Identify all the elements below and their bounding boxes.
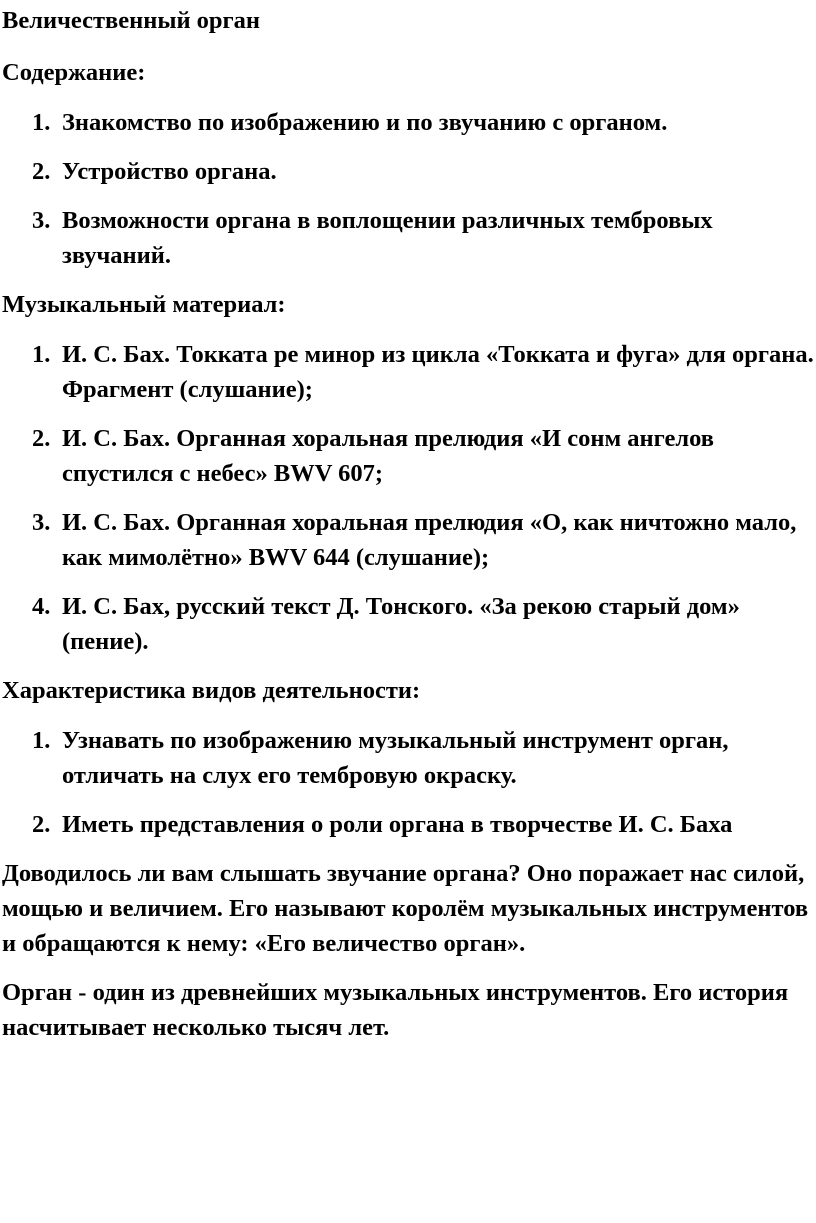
list-item-text: Иметь представления о роли органа в творчестве И. С. Баха	[62, 811, 733, 838]
paragraph: Доводилось ли вам слышать звучание органа? Оно поражает нас силой, мощью и величием. Его называют королём музыкальных инструментов и обращаются к нему: «Его величество орган».	[2, 860, 809, 957]
list-item	[2, 589, 814, 659]
contents-heading: Содержание:	[2, 59, 146, 86]
list-number: 2.	[32, 158, 51, 185]
list-item	[2, 421, 814, 491]
paragraph: Орган - один из древнейших музыкальных инструментов. Его история насчитывает несколько тысяч лет.	[2, 979, 789, 1041]
list-item-text: И. С. Бах. Органная хоральная прелюдия «О, как ничтожно мало, как мимолётно» BWV 644 (слушание);	[62, 509, 797, 571]
list-item-text: Устройство органа.	[62, 158, 277, 185]
activities-list	[2, 723, 814, 842]
music-heading: Музыкальный материал:	[2, 291, 286, 318]
list-item	[2, 505, 814, 575]
list-item-text: И. С. Бах. Токката ре минор из цикла «Токката и фуга» для органа. Фрагмент (слушание);	[62, 341, 814, 403]
list-item-text: Возможности органа в воплощении различных тембровых звучаний.	[62, 207, 713, 269]
document-title: Величественный орган	[2, 7, 261, 34]
list-number: 4.	[32, 593, 51, 620]
list-number: 1.	[32, 727, 51, 754]
list-number: 2.	[32, 811, 51, 838]
list-number: 1.	[32, 109, 51, 136]
music-list	[2, 337, 814, 659]
list-item	[2, 105, 814, 140]
list-item	[2, 203, 814, 273]
activities-heading: Характеристика видов деятельности:	[2, 677, 421, 704]
list-number: 2.	[32, 425, 51, 452]
list-item	[2, 154, 814, 189]
list-number: 1.	[32, 341, 51, 368]
contents-list	[2, 105, 814, 273]
list-item	[2, 807, 814, 842]
list-item-text: Узнавать по изображению музыкальный инструмент орган, отличать на слух его тембровую окраску.	[62, 727, 729, 789]
list-item-text: И. С. Бах, русский текст Д. Тонского. «За рекою старый дом» (пение).	[62, 593, 740, 655]
list-item-text: И. С. Бах. Органная хоральная прелюдия «И сонм ангелов спустился с небес» BWV 607;	[62, 425, 714, 487]
list-number: 3.	[32, 509, 51, 536]
list-item-text: Знакомство по изображению и по звучанию с органом.	[62, 109, 668, 136]
list-item	[2, 337, 814, 407]
document-page	[2, 3, 814, 1059]
list-item	[2, 723, 814, 793]
list-number: 3.	[32, 207, 51, 234]
